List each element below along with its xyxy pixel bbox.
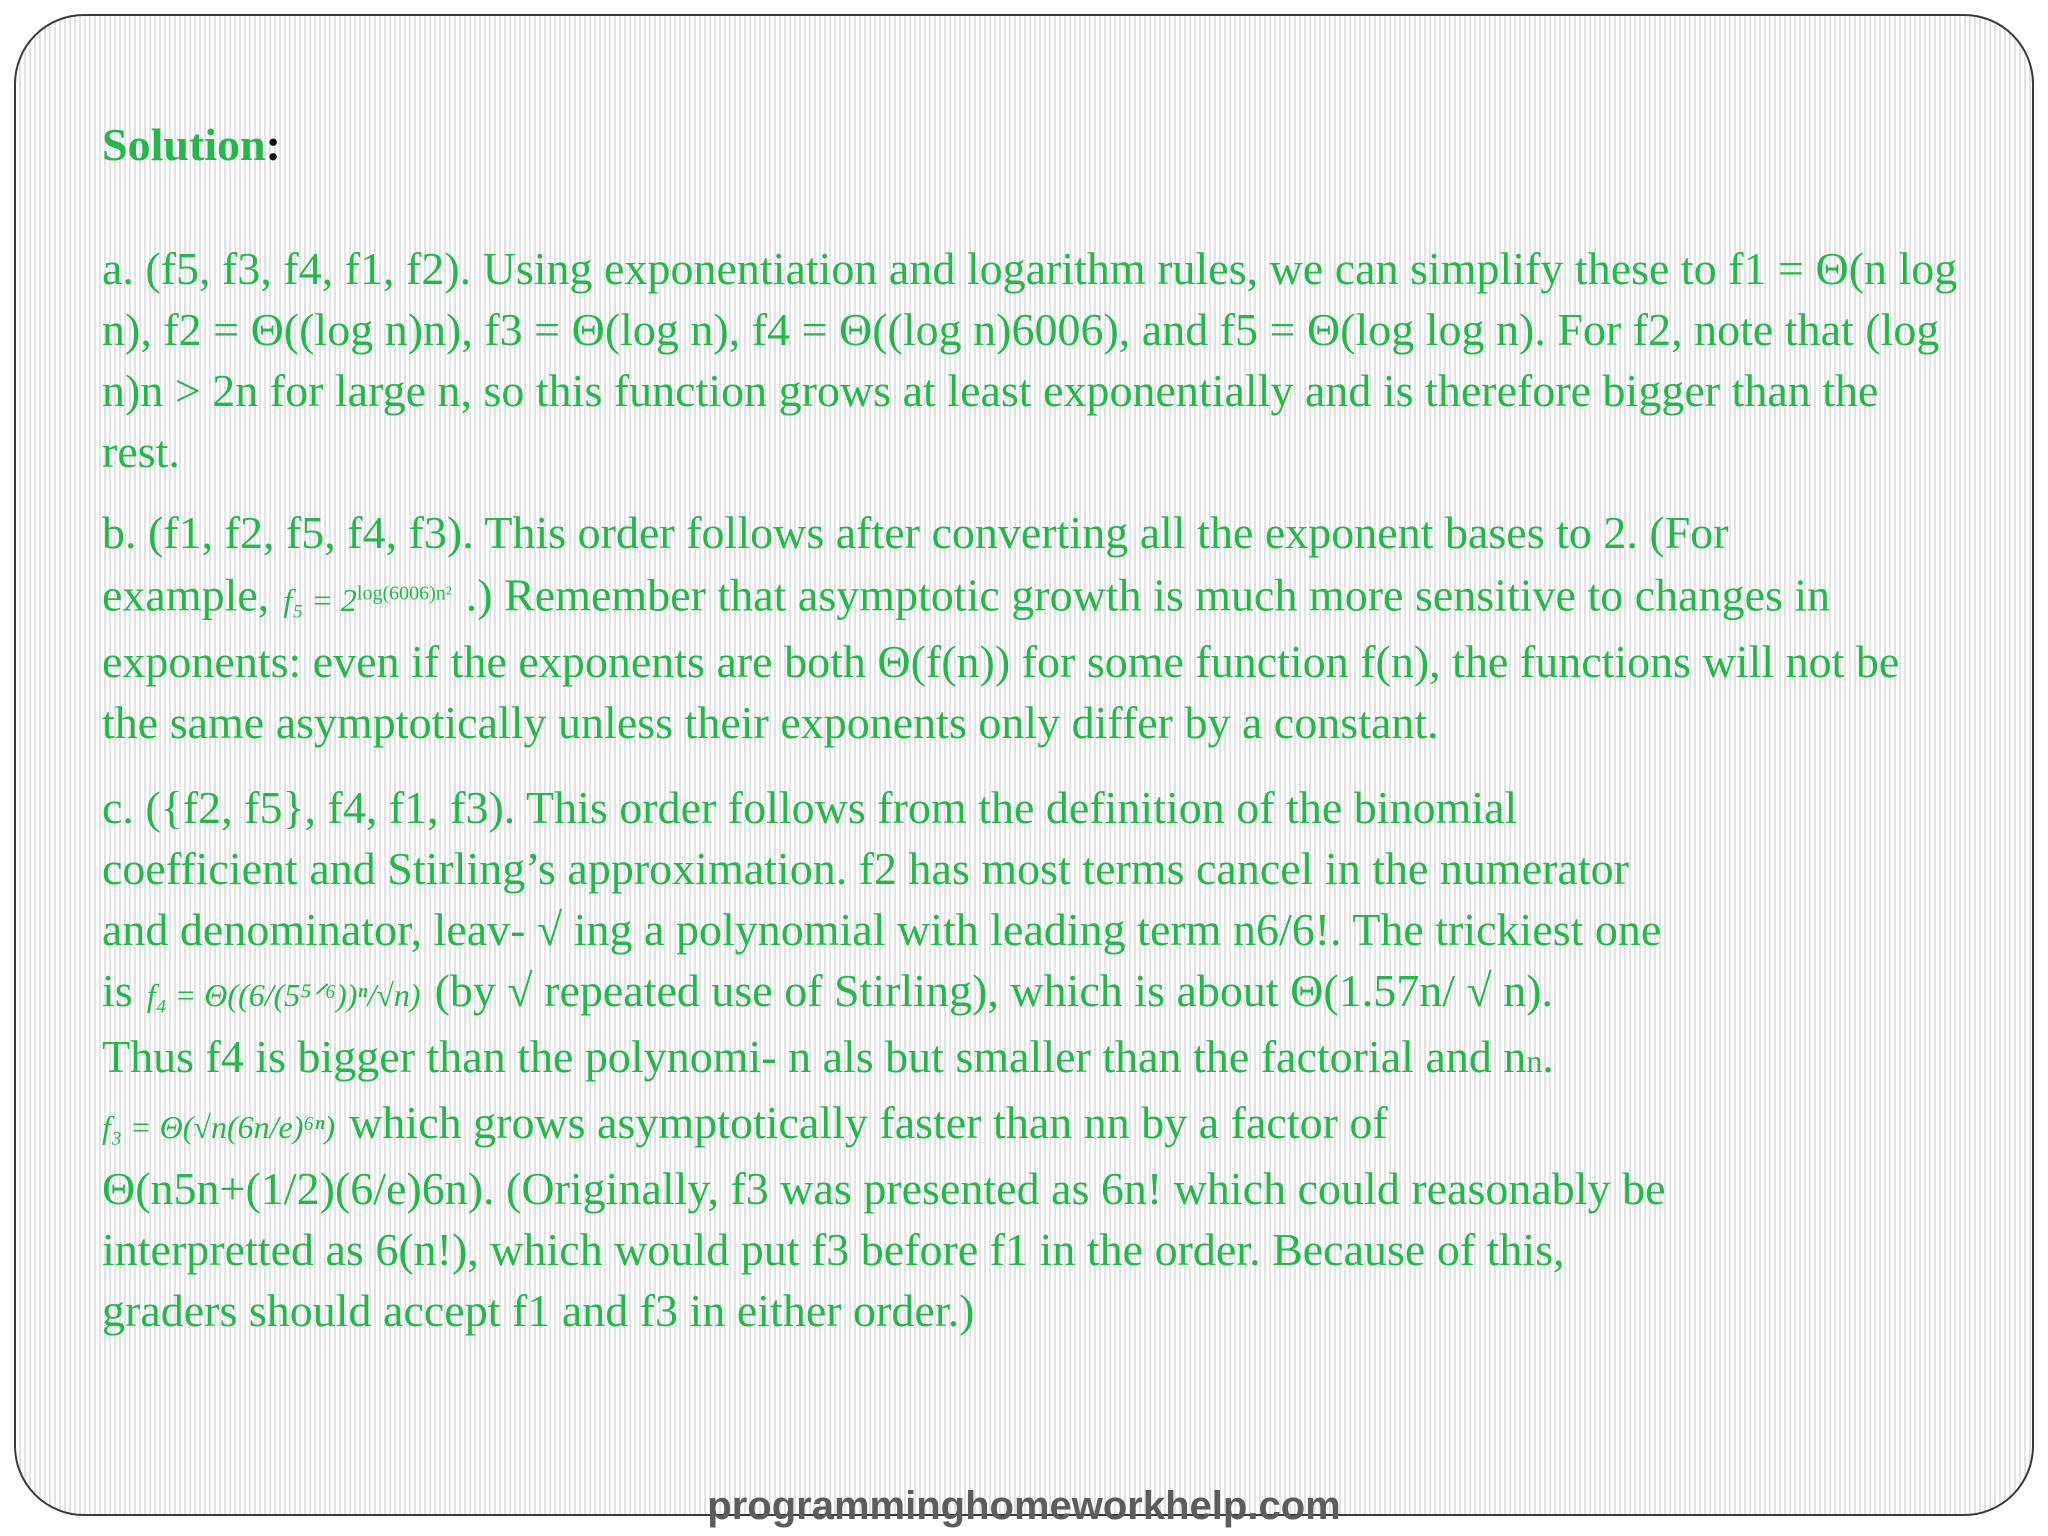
part-c-line-7: Θ(n5n+(1/2)(6/e)6n). (Originally, f3 was presented as 6n! which could reasonably be — [102, 1162, 1666, 1214]
part-c-line-6: f₃ = Θ(√n(6n/e)⁶ⁿ) which grows asymptotically faster than nn by a factor of — [102, 1096, 1388, 1148]
part-c-line-5: Thus f4 is bigger than the polynomi- n als but smaller than the factorial and nn. — [102, 1030, 1554, 1082]
part-c-line-1: c. ({f2, f5}, f4, f1, f3). This order follows from the definition of the binomial — [102, 781, 1518, 833]
part-c-line-2: coefficient and Stirling’s approximation. f2 has most terms cancel in the numerator — [102, 842, 1629, 894]
f5-formula: $f_5 = 2^{log(6006)n^2}$ — [283, 581, 452, 618]
f4-formula: f₄ = Θ((6/(5⁵ᐟ⁶))ⁿ/√n) — [146, 976, 421, 1013]
part-c-line-9: graders should accept f1 and f3 in either order.) — [102, 1284, 975, 1336]
part-a-paragraph: a. (f5, f3, f4, f1, f2). Using exponentiation and logarithm rules, we can simplify these to f1 = Θ(n log n), f2 = Θ((log n)n), f3 = Θ(log n), f4 = Θ((log n)6006), and f5 = Θ(log log n). For f2, note that (log n)n > 2n for large n, so this function grows at least exponentially and is therefore bigger than the rest. — [102, 243, 1958, 477]
part-c-line-8: interpretted as 6(n!), which would put f3 before f1 in the order. Because of this, — [102, 1223, 1565, 1275]
footer-website: programminghomeworkhelp.com — [707, 1484, 1341, 1528]
slide — [14, 14, 2034, 1516]
part-c-paragraph — [102, 777, 1962, 1341]
solution-content — [102, 114, 1962, 1361]
solution-heading: Solution: — [102, 119, 281, 170]
f3-formula: f₃ = Θ(√n(6n/e)⁶ⁿ) — [102, 1108, 336, 1145]
part-b-paragraph: b. (f1, f2, f5, f4, f3). This order follows after converting all the exponent bases to 2. (For example, $f_5 = 2^{log(6006)n^2}$ .) Remember that asymptotic growth is much more sensitive to changes in exponents: even if the exponents are both Θ(f(n)) for some function f(n), the functions will not be the same asymptotically unless their exponents only differ by a constant. — [102, 507, 1900, 748]
part-c-line-3: and denominator, leav- √ ing a polynomial with leading term n6/6!. The trickiest one — [102, 903, 1662, 955]
part-c-line-4: is f₄ = Θ((6/(5⁵ᐟ⁶))ⁿ/√n) (by √ repeated use of Stirling), which is about Θ(1.57n/ √ n). — [102, 964, 1554, 1016]
